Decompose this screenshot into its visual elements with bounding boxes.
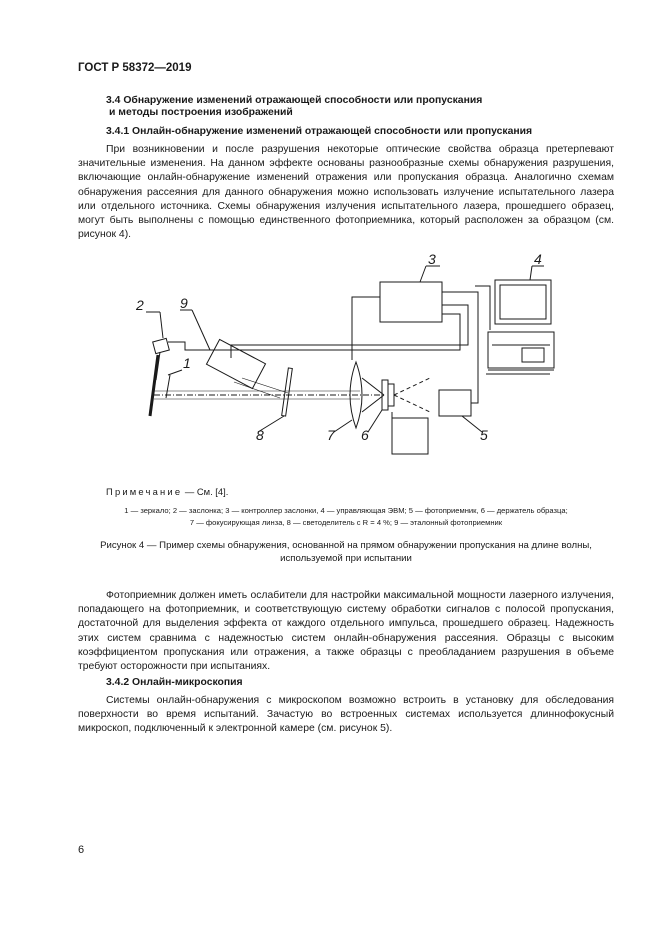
wire-to-shutter: [352, 297, 380, 360]
label-2: 2: [136, 297, 144, 313]
holder-base: [392, 418, 428, 454]
leader-4: [530, 266, 532, 280]
section-3-4-2-title: 3.4.2 Онлайн-микроскопия: [106, 677, 243, 688]
monitor-screen: [500, 285, 546, 319]
note-text: — См. [4].: [182, 486, 229, 497]
page-number: 6: [78, 844, 85, 856]
paragraph-text: Системы онлайн-обнаружения с микроскопом возможно встроить в установку для обследования поверхности во время испытаний. Зачастую во встроенных системах используется длиннофокусный микроскоп, подключенный к электронной камере (см. рисунок 5).: [78, 695, 614, 735]
legend-line: 1 — зеркало; 2 — заслонка; 3 — контроллер заслонки, 4 — управляющая ЭВМ; 5 — фотоприемник, 6 — держатель образца;: [124, 506, 568, 515]
leader-7: [334, 420, 352, 432]
section-3-4-title-line1: 3.4 Обнаружение изменений отражающей способности или пропускания: [106, 95, 483, 106]
section-3-4-2-paragraph: [78, 694, 614, 737]
wire: [356, 294, 442, 302]
diverging-beam-lower: [394, 395, 430, 412]
monitor: [495, 280, 551, 324]
section-3-4-1-paragraph: [78, 143, 614, 242]
shutter-controller-box: [380, 282, 442, 322]
diverging-beam-upper: [394, 378, 430, 395]
label-7: 7: [327, 427, 335, 443]
document-header: ГОСТ Р 58372—2019: [78, 62, 192, 74]
focus-ray: [362, 395, 384, 412]
label-3: 3: [428, 251, 436, 267]
caption-line: используемой при испытании: [280, 552, 412, 564]
leader-1: [168, 370, 182, 375]
figure-note: [106, 486, 228, 497]
section-3-4-title-line2: и методы построения изображений: [109, 107, 293, 118]
leader-5: [462, 416, 482, 432]
reference-photodetector: [206, 339, 265, 388]
paragraph-text: Фотоприемник должен иметь ослабители для настройки максимальной мощности лазерного излучения, попадающего на фотоприемник, и соответствующую систему обработки сигналов с полосой пропускания, достаточной для выделения эффекта от каждого отдельного импульса, прошедшего образец. Надежность этих систем сравнима с надежностью систем онлайн-обнаружения рассеяния. Образцы с высоким коэффициентом пропускания или отражения, а также образцы с преобладанием разрушения в объеме требуют осторожности при испытаниях.: [78, 590, 614, 673]
caption-line: Рисунок 4 — Пример схемы обнаружения, основанной на прямом обнаружении пропускания на длине волны,: [100, 540, 592, 551]
label-6: 6: [361, 427, 369, 443]
label-8: 8: [256, 427, 264, 443]
figure-4-diagram: [130, 250, 570, 460]
note-label: Примечание: [106, 486, 183, 497]
label-1: 1: [183, 355, 191, 371]
drive-bay: [522, 348, 544, 362]
leader-2: [160, 312, 163, 338]
leader-9: [192, 310, 210, 350]
legend-line: 7 — фокусирующая линза, 8 — светоделитель с R = 4 %; 9 — эталонный фотоприемник: [189, 518, 503, 527]
focus-ray: [362, 378, 384, 395]
photodetector: [439, 390, 471, 416]
sample-holder: [388, 384, 394, 406]
label-4: 4: [534, 251, 542, 267]
reflected-beam-lower: [234, 382, 280, 398]
label-9: 9: [180, 295, 188, 311]
figure-caption: [78, 540, 614, 565]
leader-6: [368, 410, 382, 432]
after-figure-paragraph: [78, 589, 614, 674]
figure-legend: [78, 505, 614, 529]
sample: [382, 380, 388, 410]
computer: [486, 280, 554, 374]
section-3-4-1-title: 3.4.1 Онлайн-обнаружение изменений отражающей способности или пропускания: [106, 126, 533, 137]
beam-splitter: [282, 368, 293, 416]
paragraph-text: При возникновении и после разрушения некоторые оптические свойства образца претерпевают значительные изменения. На данном эффекте основаны разнообразные схемы обнаружения разрушения, включающие онлайн-обнаружение изменений отражения или пропускания образца. Аналогично схемам обнаружения рассеяния для данного обнаружения можно использовать излучение испытательного лазера или отдельного источника. Схемы обнаружения излучения испытательного лазера, прошедшего образец, могут быть выполнены с помощью единственного фотоприемника, который расположен за образцом (см. рисунок 4).: [78, 144, 614, 241]
shutter: [153, 338, 170, 353]
mirror: [150, 355, 158, 416]
wire-to-computer: [475, 286, 490, 330]
leader-3: [420, 266, 426, 282]
label-5: 5: [480, 427, 488, 443]
